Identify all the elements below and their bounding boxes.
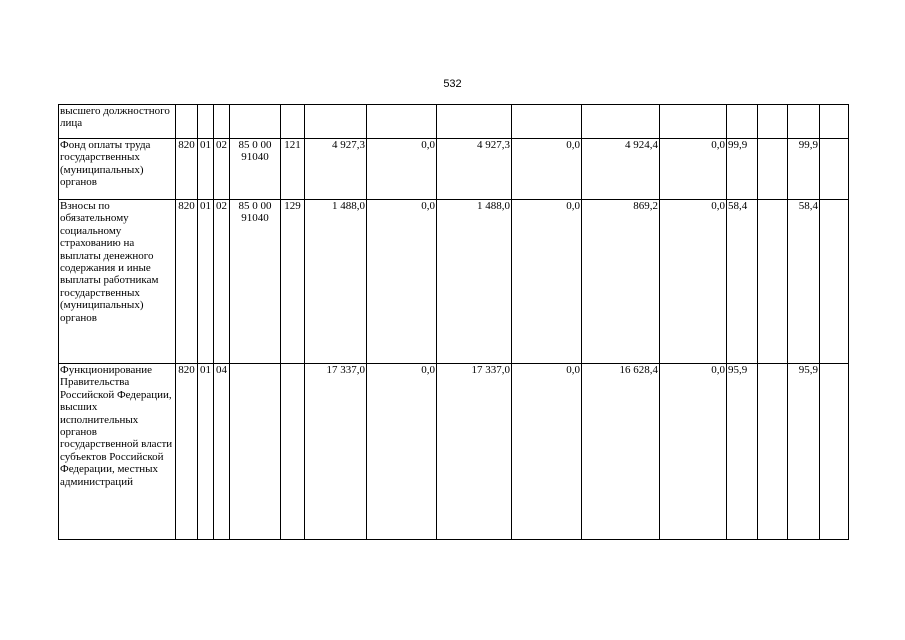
amount-4: 0,0 xyxy=(512,200,582,364)
target-article-code: 85 0 00 91040 xyxy=(230,200,281,364)
amount-6 xyxy=(660,105,727,139)
amount-1 xyxy=(305,105,367,139)
expense-type-code: 129 xyxy=(281,200,305,364)
percent-3 xyxy=(788,105,820,139)
percent-2 xyxy=(758,364,788,540)
expense-type-code: 121 xyxy=(281,139,305,200)
percent-1: 58,4 xyxy=(727,200,758,364)
percent-2 xyxy=(758,200,788,364)
row-name: Фонд оплаты труда государственных (муниципальных) органов xyxy=(59,139,176,200)
percent-4 xyxy=(820,139,849,200)
amount-1: 17 337,0 xyxy=(305,364,367,540)
percent-2 xyxy=(758,139,788,200)
section-code: 01 xyxy=(198,200,214,364)
target-article-code xyxy=(230,364,281,540)
ved-code: 820 xyxy=(176,200,198,364)
table-row xyxy=(59,105,849,139)
subsection-code xyxy=(214,105,230,139)
amount-3 xyxy=(437,105,512,139)
table-row xyxy=(59,200,849,364)
amount-3: 17 337,0 xyxy=(437,364,512,540)
section-code: 01 xyxy=(198,139,214,200)
subsection-code: 04 xyxy=(214,364,230,540)
row-name: высшего должностного лица xyxy=(59,105,176,139)
amount-4: 0,0 xyxy=(512,139,582,200)
table-row xyxy=(59,139,849,200)
target-article-code: 85 0 00 91040 xyxy=(230,139,281,200)
amount-2: 0,0 xyxy=(367,139,437,200)
percent-1: 95,9 xyxy=(727,364,758,540)
percent-3: 58,4 xyxy=(788,200,820,364)
amount-6: 0,0 xyxy=(660,200,727,364)
amount-5: 869,2 xyxy=(582,200,660,364)
budget-table xyxy=(58,104,849,540)
amount-1: 1 488,0 xyxy=(305,200,367,364)
amount-2: 0,0 xyxy=(367,200,437,364)
expense-type-code xyxy=(281,364,305,540)
subsection-code: 02 xyxy=(214,200,230,364)
amount-3: 1 488,0 xyxy=(437,200,512,364)
section-code: 01 xyxy=(198,364,214,540)
percent-4 xyxy=(820,105,849,139)
row-name: Функционирование Правительства Российской Федерации, высших исполнительных органов государственной власти субъектов Российской Федерации, местных администраций xyxy=(59,364,176,540)
percent-3: 95,9 xyxy=(788,364,820,540)
amount-4: 0,0 xyxy=(512,364,582,540)
page-number: 532 xyxy=(443,78,462,90)
percent-1: 99,9 xyxy=(727,139,758,200)
amount-4 xyxy=(512,105,582,139)
amount-1: 4 927,3 xyxy=(305,139,367,200)
expense-type-code xyxy=(281,105,305,139)
amount-3: 4 927,3 xyxy=(437,139,512,200)
amount-6: 0,0 xyxy=(660,139,727,200)
amount-5 xyxy=(582,105,660,139)
ved-code xyxy=(176,105,198,139)
amount-2: 0,0 xyxy=(367,364,437,540)
target-article-code xyxy=(230,105,281,139)
ved-code: 820 xyxy=(176,364,198,540)
percent-1 xyxy=(727,105,758,139)
percent-4 xyxy=(820,364,849,540)
percent-3: 99,9 xyxy=(788,139,820,200)
percent-4 xyxy=(820,200,849,364)
table-row xyxy=(59,364,849,540)
ved-code: 820 xyxy=(176,139,198,200)
percent-2 xyxy=(758,105,788,139)
amount-2 xyxy=(367,105,437,139)
row-name: Взносы по обязательному социальному страхованию на выплаты денежного содержания и иные выплаты работникам государственных (муниципальных) органов xyxy=(59,200,176,364)
amount-5: 4 924,4 xyxy=(582,139,660,200)
subsection-code: 02 xyxy=(214,139,230,200)
amount-5: 16 628,4 xyxy=(582,364,660,540)
section-code xyxy=(198,105,214,139)
amount-6: 0,0 xyxy=(660,364,727,540)
